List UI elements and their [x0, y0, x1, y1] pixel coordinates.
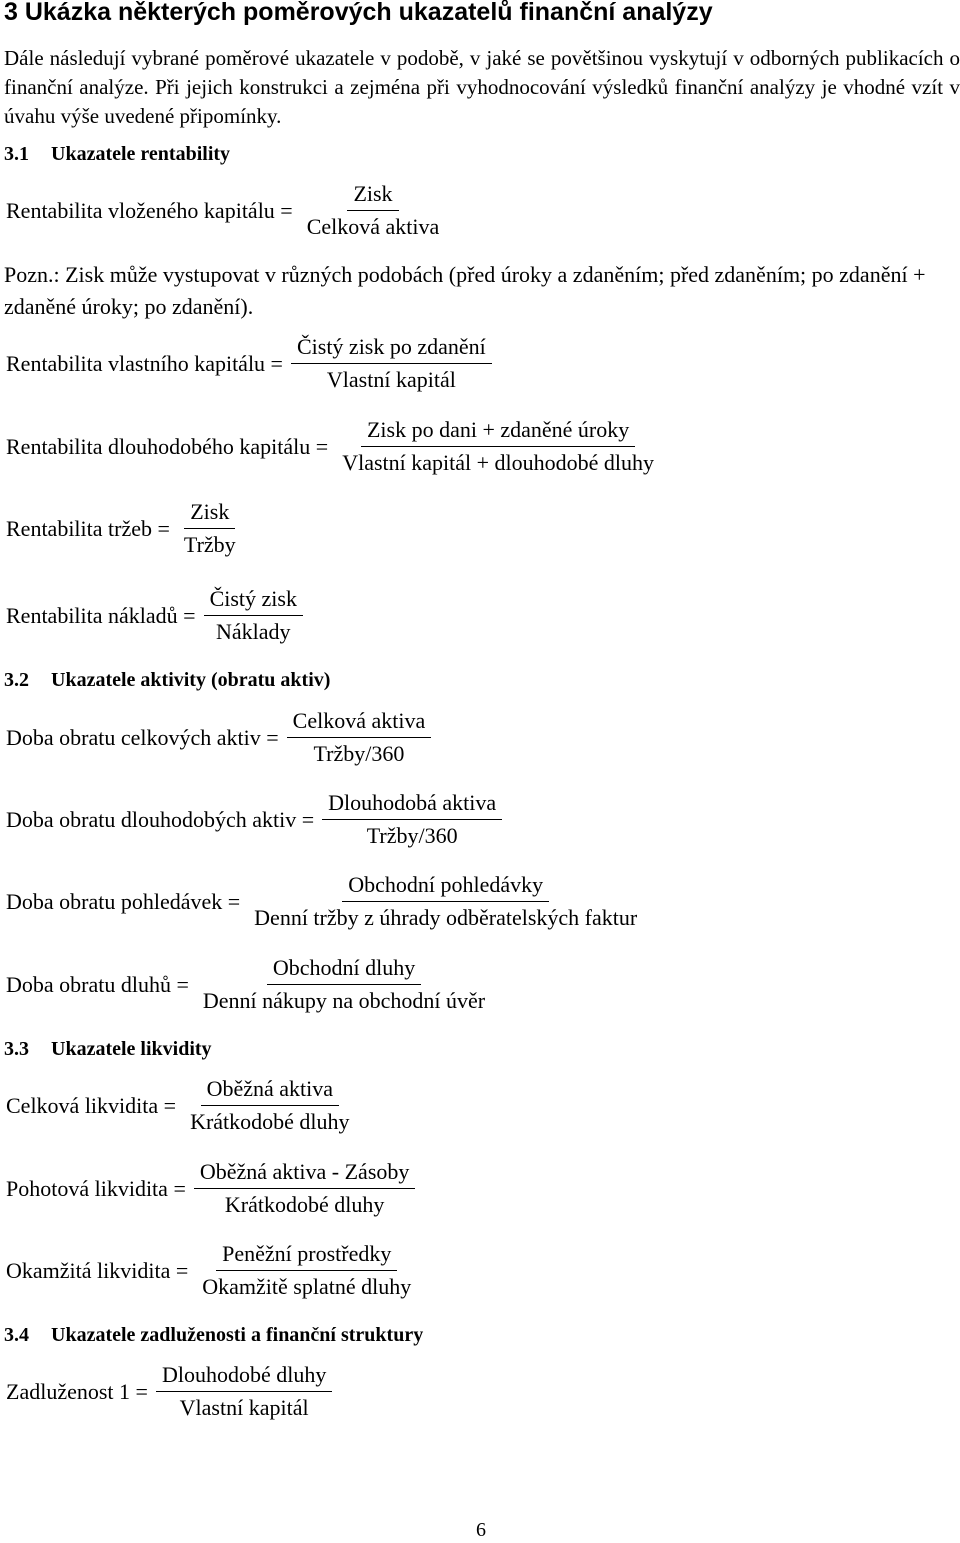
- fraction: [322, 790, 502, 849]
- fraction-numerator: Zisk po dani + zdaněné úroky: [361, 417, 635, 447]
- fraction-numerator: Celková aktiva: [287, 708, 432, 738]
- page-number: 6: [476, 1519, 486, 1541]
- formula-doba-obratu-dluhu: [6, 955, 491, 1014]
- formula-lhs: Celková likvidita =: [6, 1092, 177, 1118]
- fraction-denominator: Vlastní kapitál: [179, 1395, 309, 1420]
- formula-lhs: Doba obratu dluhů =: [6, 971, 189, 997]
- fraction-numerator: Dlouhodobé dluhy: [156, 1362, 332, 1392]
- fraction: [184, 1076, 355, 1135]
- intro-paragraph: Dále následují vybrané poměrové ukazatele v podobě, v jaké se povětšinou vyskytují v odborných publikacích o finanční analýze. Při jejich konstrukci a zejména při vyhodnocování výsledků finanční analýzy je vhodné vzít v úvahu výše uvedené připomínky.: [4, 46, 960, 128]
- formula-rentabilita-nakladu: [6, 586, 303, 645]
- formula-rentabilita-vlozeneho-kapitalu: [6, 181, 445, 240]
- note-zisk: Pozn.: Zisk může vystupovat v různých podobách (před úroky a zdaněním; před zdaněním; po zdanění + zdaněné úroky; po zdanění).: [4, 262, 926, 319]
- fraction: [291, 334, 492, 393]
- section-heading-zadluzenosti: [4, 1324, 423, 1347]
- formula-doba-obratu-celkovych-aktiv: [6, 708, 431, 767]
- formula-rentabilita-vlastniho-kapitalu: [6, 334, 492, 393]
- formula-okamzita-likvidita: [6, 1241, 417, 1300]
- formula-lhs: Rentabilita tržeb =: [6, 515, 170, 541]
- fraction-numerator: Čistý zisk: [204, 586, 303, 616]
- formula-lhs: Zadluženost 1 =: [6, 1378, 148, 1404]
- section-number: 3.3: [4, 1038, 29, 1060]
- fraction: [287, 708, 432, 767]
- fraction: [301, 181, 446, 240]
- fraction-denominator: Vlastní kapitál: [326, 367, 456, 392]
- fraction-denominator: Náklady: [216, 619, 291, 644]
- fraction-denominator: Denní nákupy na obchodní úvěr: [202, 988, 486, 1013]
- section-title: Ukazatele rentability: [51, 143, 231, 165]
- page-title: 3 Ukázka některých poměrových ukazatelů finanční analýzy: [4, 0, 713, 26]
- section-title: Ukazatele likvidity: [51, 1038, 212, 1060]
- formula-lhs: Rentabilita dlouhodobého kapitálu =: [6, 433, 329, 459]
- fraction-numerator: Oběžná aktiva: [201, 1076, 339, 1106]
- fraction-denominator: Celková aktiva: [306, 214, 440, 239]
- formula-rentabilita-dlouhodobeho-kapitalu: [6, 417, 660, 476]
- fraction: [194, 1159, 416, 1218]
- fraction-numerator: Zisk: [184, 499, 235, 529]
- section-heading-likvidity: [4, 1038, 212, 1061]
- formula-lhs: Rentabilita vloženého kapitálu =: [6, 197, 293, 223]
- fraction: [196, 1241, 417, 1300]
- fraction: [197, 955, 491, 1014]
- fraction-denominator: Krátkodobé dluhy: [224, 1192, 385, 1217]
- section-title: Ukazatele zadluženosti a finanční struktury: [51, 1324, 424, 1346]
- fraction-numerator: Čistý zisk po zdanění: [291, 334, 492, 364]
- fraction-denominator: Tržby/360: [366, 823, 458, 848]
- formula-lhs: Okamžitá likvidita =: [6, 1257, 189, 1283]
- formula-lhs: Doba obratu dlouhodobých aktiv =: [6, 806, 315, 832]
- formula-zadluzenost-1: [6, 1362, 332, 1421]
- section-number: 3.1: [4, 143, 29, 165]
- fraction: [248, 872, 643, 931]
- section-number: 3.4: [4, 1324, 29, 1346]
- section-heading-aktivity: [4, 669, 330, 692]
- fraction-denominator: Vlastní kapitál + dlouhodobé dluhy: [342, 450, 655, 475]
- fraction-denominator: Tržby/360: [313, 741, 405, 766]
- fraction-denominator: Denní tržby z úhrady odběratelských faktur: [254, 905, 638, 930]
- fraction: [156, 1362, 332, 1421]
- formula-doba-obratu-pohledavek: [6, 872, 643, 931]
- formula-lhs: Doba obratu pohledávek =: [6, 888, 241, 914]
- fraction-numerator: Obchodní dluhy: [267, 955, 421, 985]
- formula-rentabilita-trzeb: [6, 499, 242, 558]
- formula-lhs: Rentabilita nákladů =: [6, 602, 196, 628]
- section-number: 3.2: [4, 669, 29, 691]
- section-heading-rentability: [4, 143, 230, 166]
- fraction: [336, 417, 660, 476]
- formula-doba-obratu-dlouhodobych-aktiv: [6, 790, 502, 849]
- fraction-numerator: Peněžní prostředky: [216, 1241, 397, 1271]
- fraction-numerator: Dlouhodobá aktiva: [322, 790, 502, 820]
- fraction-numerator: Zisk: [347, 181, 398, 211]
- fraction: [178, 499, 242, 558]
- section-title: Ukazatele aktivity (obratu aktiv): [51, 669, 331, 691]
- formula-lhs: Rentabilita vlastního kapitálu =: [6, 350, 283, 376]
- fraction: [204, 586, 303, 645]
- formula-pohotova-likvidita: [6, 1159, 415, 1218]
- fraction-denominator: Krátkodobé dluhy: [190, 1109, 350, 1134]
- formula-lhs: Pohotová likvidita =: [6, 1175, 186, 1201]
- fraction-denominator: Okamžitě splatné dluhy: [202, 1274, 412, 1299]
- fraction-numerator: Oběžná aktiva - Zásoby: [194, 1159, 416, 1189]
- formula-lhs: Doba obratu celkových aktiv =: [6, 724, 279, 750]
- fraction-numerator: Obchodní pohledávky: [342, 872, 549, 902]
- formula-celkova-likvidita: [6, 1076, 356, 1135]
- fraction-denominator: Tržby: [183, 532, 236, 557]
